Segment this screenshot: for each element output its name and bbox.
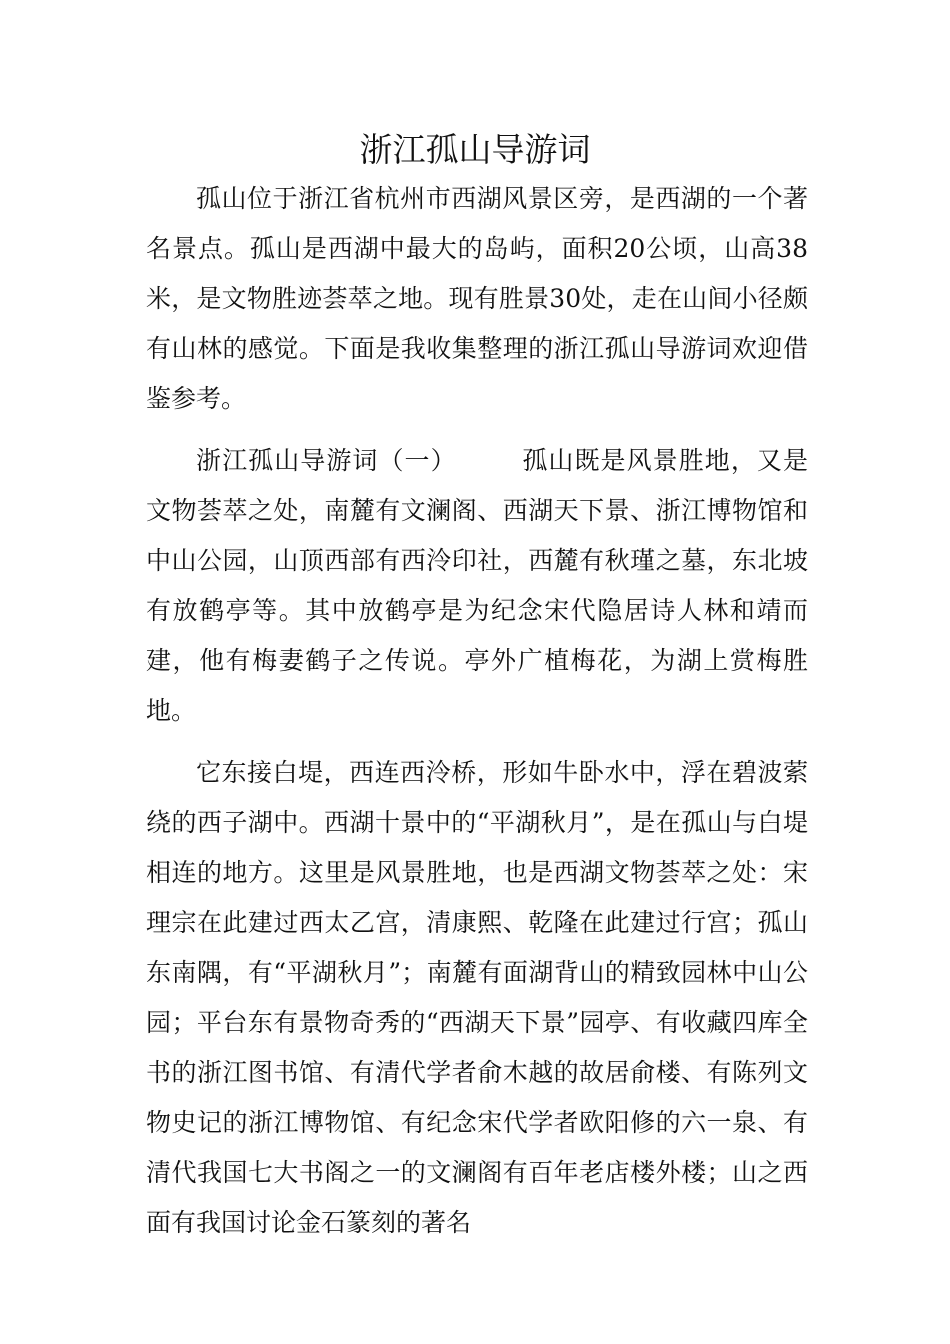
document-title: 浙江孤山导游词 bbox=[359, 130, 591, 169]
paragraph-guide-one: 浙江孤山导游词（一） 孤山既是风景胜地，又是文物荟萃之处，南麓有文澜阁、西湖天下景、浙江博物馆和中山公园，山顶西部有西泠印社，西麓有秋瑾之墓，东北坡有放鹤亭等。其中放鹤亭是为纪念宋代隐居诗人林和靖而建，他有梅妻鹤子之传说。亭外广植梅花，为湖上赏梅胜地。 bbox=[146, 446, 808, 725]
paragraph-location: 它东接白堤，西连西泠桥，形如牛卧水中，浮在碧波萦绕的西子湖中。西湖十景中的“平湖秋月”，是在孤山与白堤相连的地方。这里是风景胜地，也是西湖文物荟萃之处：宋理宗在此建过西太乙宫，清康熙、乾隆在此建过行宫；孤山东南隅，有“平湖秋月”；南麓有面湖背山的精致园林中山公园；平台东有景物奇秀的“西湖天下景”园亭、有收藏四库全书的浙江图书馆、有清代学者俞木越的故居俞楼、有陈列文物史记的浙江博物馆、有纪念宋代学者欧阳修的六一泉、有清代我国七大书阁之一的文澜阁有百年老店楼外楼；山之西面有我国讨论金石篆刻的著名 bbox=[146, 758, 808, 1237]
paragraph-intro: 孤山位于浙江省杭州市西湖风景区旁，是西湖的一个著名景点。孤山是西湖中最大的岛屿，面积20公顷，山高38米，是文物胜迹荟萃之地。现有胜景30处，走在山间小径颇有山林的感觉。下面是我收集整理的浙江孤山导游词欢迎借鉴参考。 bbox=[146, 184, 808, 413]
document-body bbox=[146, 174, 808, 1260]
